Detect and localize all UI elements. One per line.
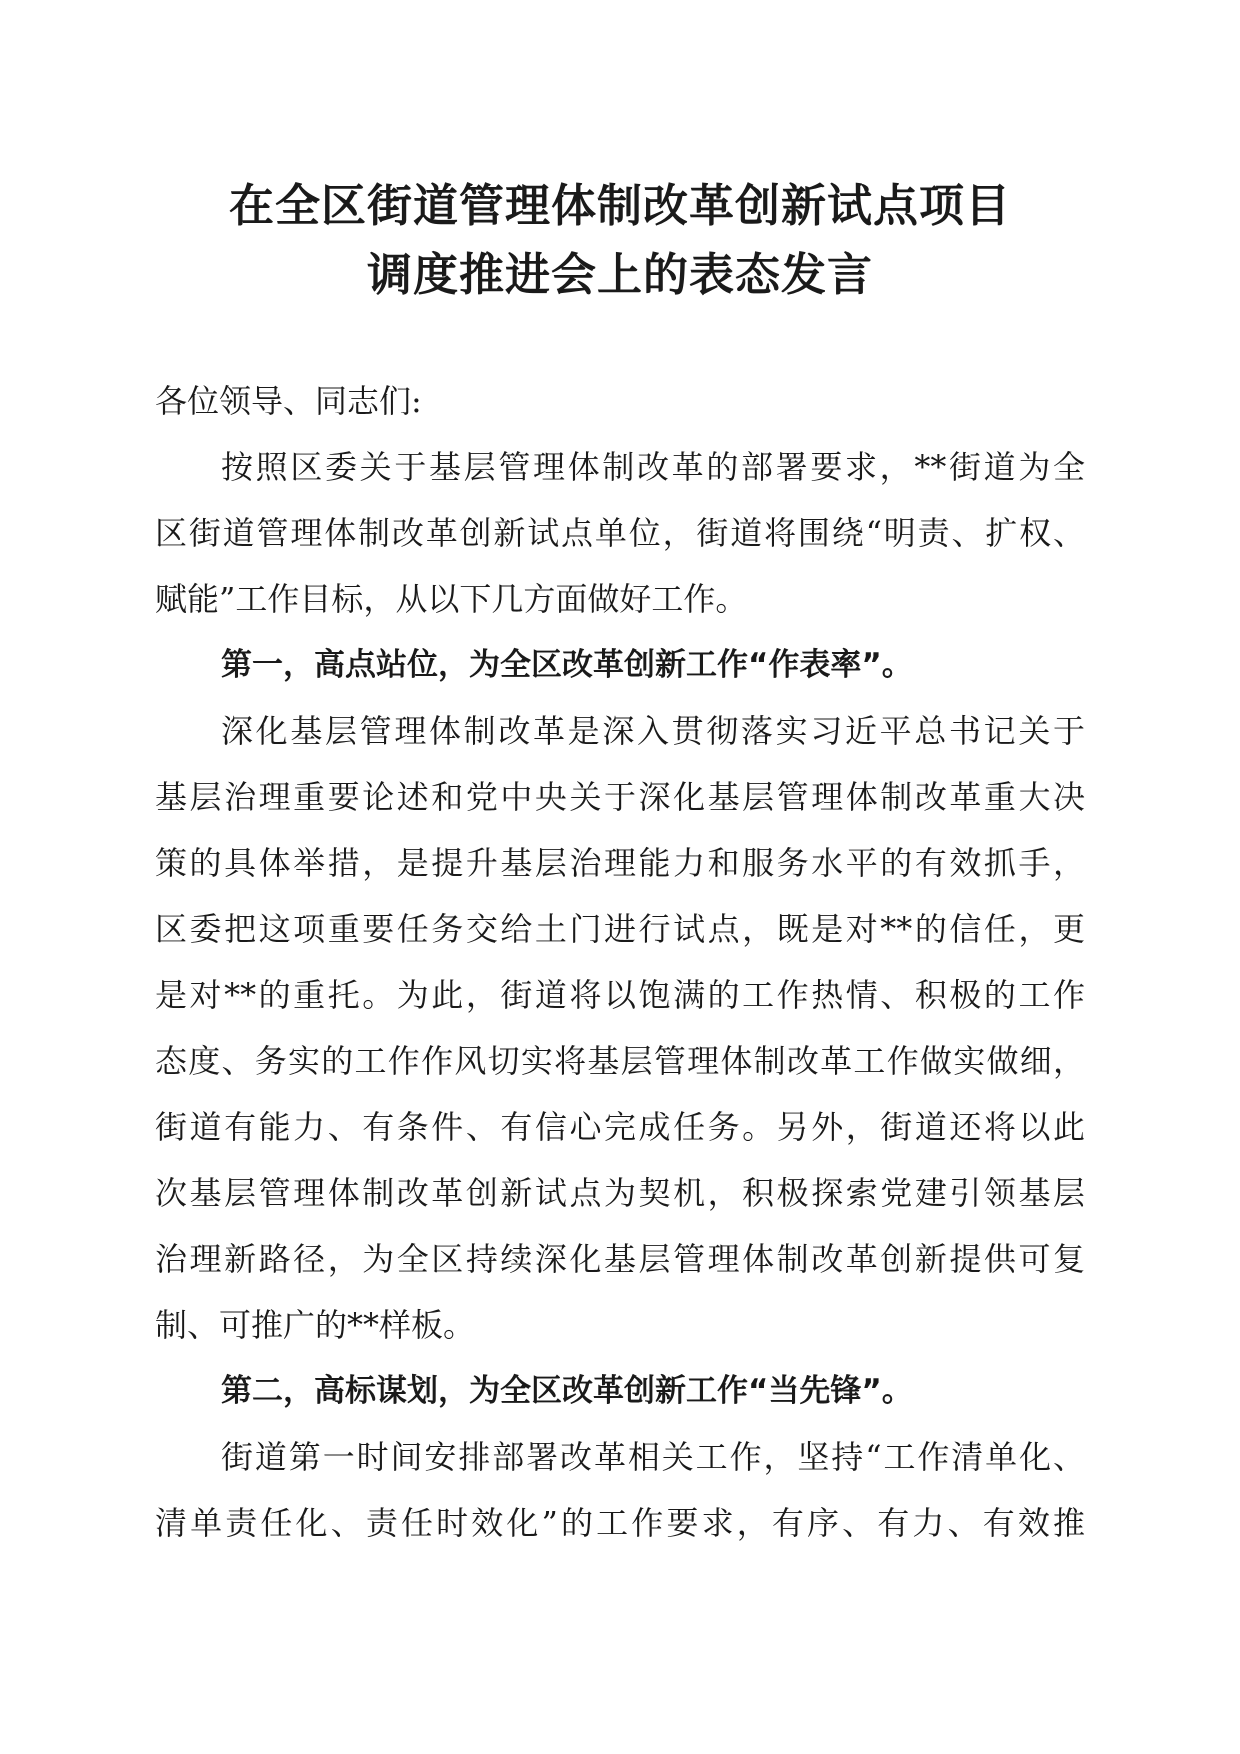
document-title-line-1: 在全区街道管理体制改革创新试点项目	[228, 179, 1011, 232]
paragraph-line: 是对**的重托。为此，街道将以饱满的工作热情、积极的工作	[155, 976, 1085, 1014]
salutation: 各位领导、同志们:	[155, 382, 422, 420]
paragraph-line: 态度、务实的工作作风切实将基层管理体制改革工作做实做细，	[155, 1042, 1085, 1080]
paragraph-line: 基层治理重要论述和党中央关于深化基层管理体制改革重大决	[155, 778, 1085, 816]
paragraph-line: 清单责任化、责任时效化”的工作要求，有序、有力、有效推	[155, 1504, 1085, 1542]
section-heading-1: 第一，高点站位，为全区改革创新工作“作表率”。	[221, 647, 913, 683]
paragraph-line: 赋能”工作目标，从以下几方面做好工作。	[155, 580, 748, 618]
paragraph-line: 街道第一时间安排部署改革相关工作，坚持“工作清单化、	[221, 1438, 1085, 1476]
document-body	[155, 368, 1085, 1556]
paragraph-line: 次基层管理体制改革创新试点为契机，积极探索党建引领基层	[155, 1174, 1085, 1212]
paragraph-line: 区委把这项重要任务交给土门进行试点，既是对**的信任，更	[155, 910, 1085, 948]
paragraph-line: 按照区委关于基层管理体制改革的部署要求，**街道为全	[221, 448, 1085, 486]
paragraph-line: 制、可推广的**样板。	[155, 1306, 476, 1344]
paragraph-line: 街道有能力、有条件、有信心完成任务。另外，街道还将以此	[155, 1108, 1085, 1146]
section-heading-2: 第二，高标谋划，为全区改革创新工作“当先锋”。	[221, 1373, 913, 1409]
paragraph-line: 区街道管理体制改革创新试点单位，街道将围绕“明责、扩权、	[155, 514, 1085, 552]
document-title-line-2: 调度推进会上的表态发言	[366, 248, 873, 301]
paragraph-line: 治理新路径，为全区持续深化基层管理体制改革创新提供可复	[155, 1240, 1085, 1278]
paragraph-line: 策的具体举措，是提升基层治理能力和服务水平的有效抓手，	[155, 844, 1085, 882]
paragraph-line: 深化基层管理体制改革是深入贯彻落实习近平总书记关于	[221, 712, 1085, 750]
